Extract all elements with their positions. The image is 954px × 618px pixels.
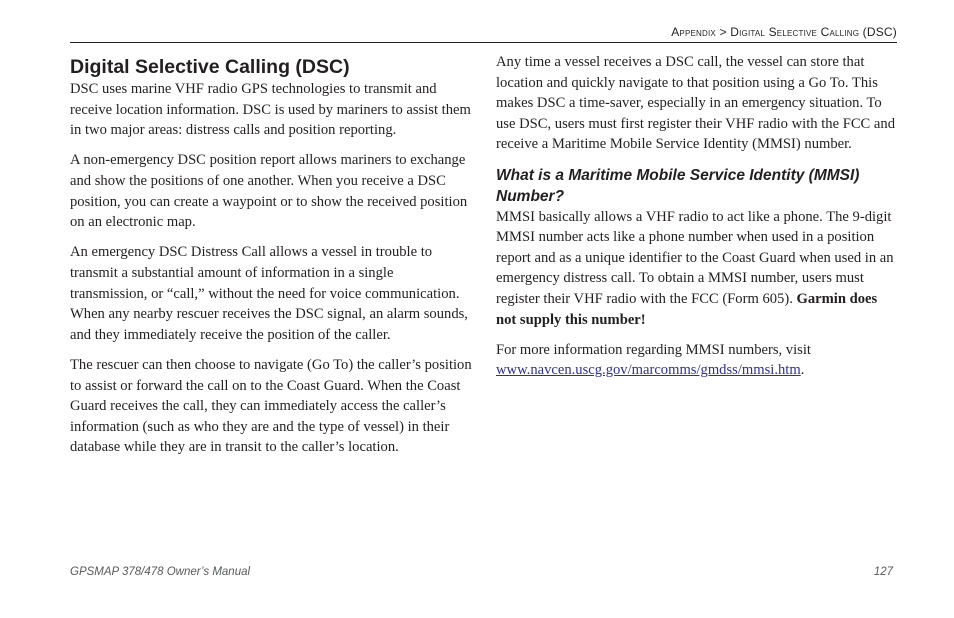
right-column — [496, 52, 898, 391]
paragraph-distress-call: An emergency DSC Distress Call allows a vessel in trouble to transmit a substantial amount of information in a single transmission, or “call,” without the need for voice communication. When any nearby rescuer receives the DSC signal, an alarm sounds, and they immediately receive the position of the caller. — [70, 244, 468, 343]
more-info-text: For more information regarding MMSI numbers, visit — [496, 341, 811, 358]
paragraph-position-report: A non-emergency DSC position report allows mariners to exchange and show the positions of one another. When you receive a DSC position, you can create a waypoint or to show the received position on an electronic map. — [70, 152, 468, 231]
page-title: Digital Selective Calling (DSC) — [70, 56, 350, 78]
mmsi-text: MMSI basically allows a VHF radio to act like a phone. The 9-digit MMSI number acts like a phone number when used in a position report and as a unique identifier to the Coast Guard when used in an emergency distress call. To obtain a MMSI number, users must register their VHF radio with the FCC (Form 605). — [496, 208, 894, 307]
breadcrumb-section: Appendix — [671, 25, 716, 39]
breadcrumb-page: Digital Selective Calling (DSC) — [730, 25, 897, 39]
paragraph-more-info — [496, 340, 898, 381]
paragraph-mmsi — [496, 207, 898, 331]
mmsi-warning: Garmin does not supply this number! — [496, 290, 878, 328]
section-heading-mmsi: What is a Maritime Mobile Service Identity (MMSI) Number? — [496, 166, 860, 205]
paragraph-dsc-intro: DSC uses marine VHF radio GPS technologies to transmit and receive location information. DSC is used by mariners to assist them in two major areas: distress calls and position reporting. — [70, 81, 471, 139]
header-divider — [70, 42, 897, 43]
footer-page-number: 127 — [873, 566, 893, 578]
breadcrumb-separator: > — [719, 25, 727, 39]
paragraph-rescuer: The rescuer can then choose to navigate (Go To) the caller’s position to assist or forward the call on to the Coast Guard. When the Coast Guard receives the call, they can immediately access the caller’s information (such as who they are and the type of vessel) in their database while they are in transit to the caller’s location. — [70, 356, 472, 456]
mmsi-link[interactable]: www.navcen.uscg.gov/marcomms/gmdss/mmsi.htm — [496, 362, 801, 379]
left-column — [70, 52, 474, 467]
link-suffix: . — [800, 362, 805, 379]
footer-manual-name: GPSMAP 378/478 Owner’s Manual — [70, 566, 251, 578]
breadcrumb — [671, 25, 897, 39]
paragraph-dsc-call-storage: Any time a vessel receives a DSC call, the vessel can store that location and quickly navigate to that position using a Go To. This makes DSC a time-saver, especially in an emergency situation. To use DSC, users must first register their VHF radio with the FCC and receive a Maritime Mobile Service Identity (MMSI) number. — [496, 54, 896, 153]
